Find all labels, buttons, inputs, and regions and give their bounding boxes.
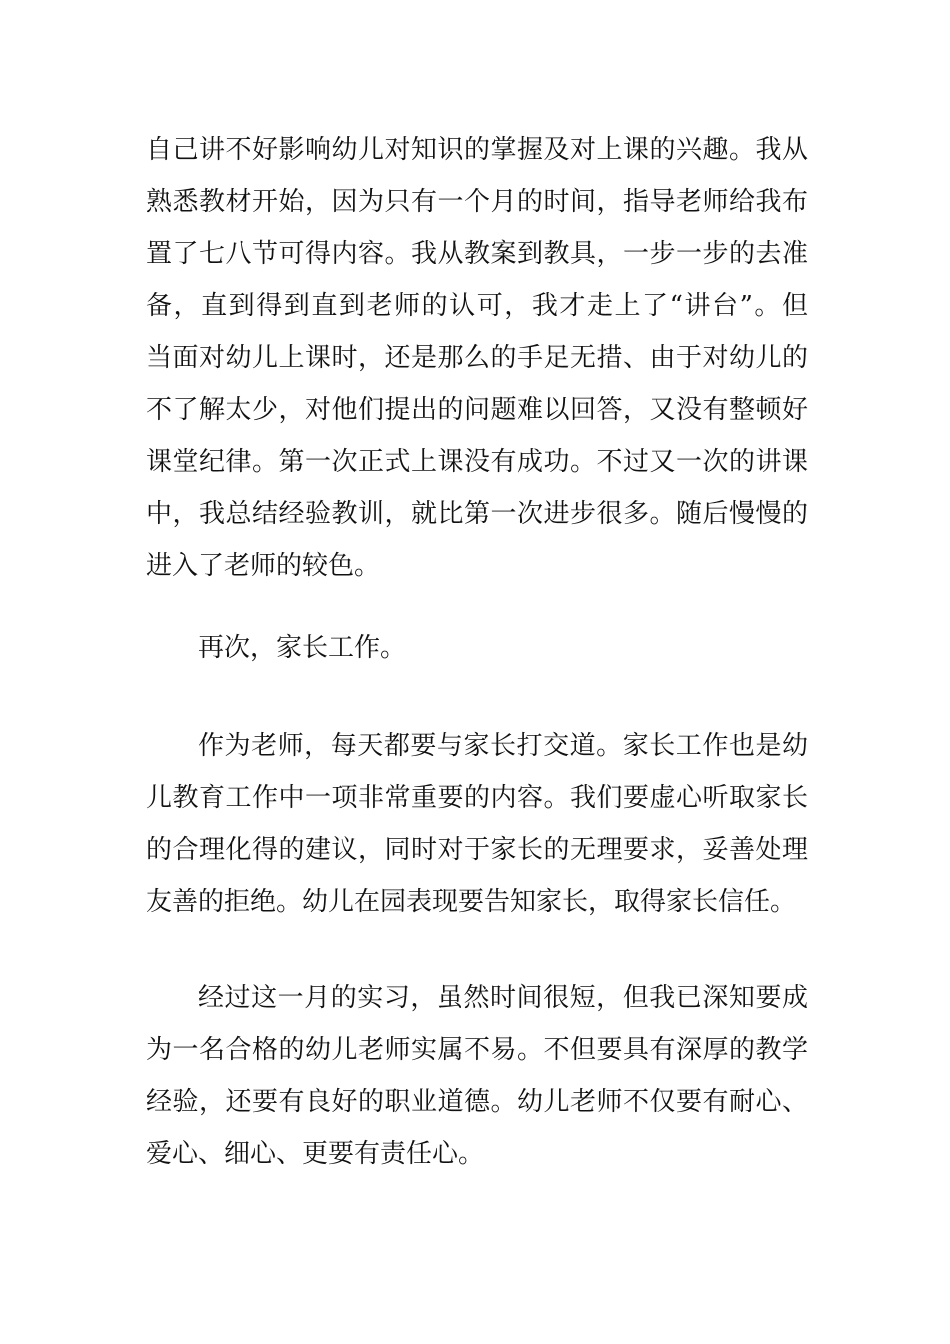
text-line: 友善的拒绝。幼儿在园表现要告知家长，取得家长信任。 xyxy=(146,887,797,917)
paragraph-section-heading xyxy=(146,622,808,674)
text-line: 儿教育工作中一项非常重要的内容。我们要虚心听取家长 xyxy=(146,783,808,813)
text-line: 为一名合格的幼儿老师实属不易。不但要具有深厚的教学 xyxy=(146,1035,808,1065)
text-line: 经过这一月的实习，虽然时间很短，但我已深知要成 xyxy=(198,983,808,1013)
text-line: 自己讲不好影响幼儿对知识的掌握及对上课的兴趣。我从 xyxy=(146,135,808,165)
text-line: 中，我总结经验教训，就比第一次进步很多。随后慢慢的 xyxy=(146,499,808,529)
text-line: 当面对幼儿上课时，还是那么的手足无措、由于对幼儿的 xyxy=(146,343,808,373)
text-line: 作为老师，每天都要与家长打交道。家长工作也是幼 xyxy=(198,731,808,761)
text-line: 进入了老师的较色。 xyxy=(146,551,381,581)
section-heading: 再次，家长工作。 xyxy=(198,633,407,663)
paragraph-parent-work xyxy=(146,720,808,928)
paragraph-conclusion xyxy=(146,972,808,1180)
text-line: 备，直到得到直到老师的认可，我才走上了“讲台”。但 xyxy=(146,291,808,321)
text-line: 置了七八节可得内容。我从教案到教具，一步一步的去准 xyxy=(146,239,808,269)
text-line: 熟悉教材开始，因为只有一个月的时间，指导老师给我布 xyxy=(146,187,808,217)
paragraph-teaching-practice xyxy=(146,124,808,592)
text-line: 课堂纪律。第一次正式上课没有成功。不过又一次的讲课 xyxy=(146,447,808,477)
text-line: 经验，还要有良好的职业道德。幼儿老师不仅要有耐心、 xyxy=(146,1087,808,1117)
text-line: 不了解太少，对他们提出的问题难以回答，又没有整顿好 xyxy=(146,395,808,425)
text-line: 的合理化得的建议，同时对于家长的无理要求，妥善处理 xyxy=(146,835,808,865)
text-line: 爱心、细心、更要有责任心。 xyxy=(146,1139,485,1169)
